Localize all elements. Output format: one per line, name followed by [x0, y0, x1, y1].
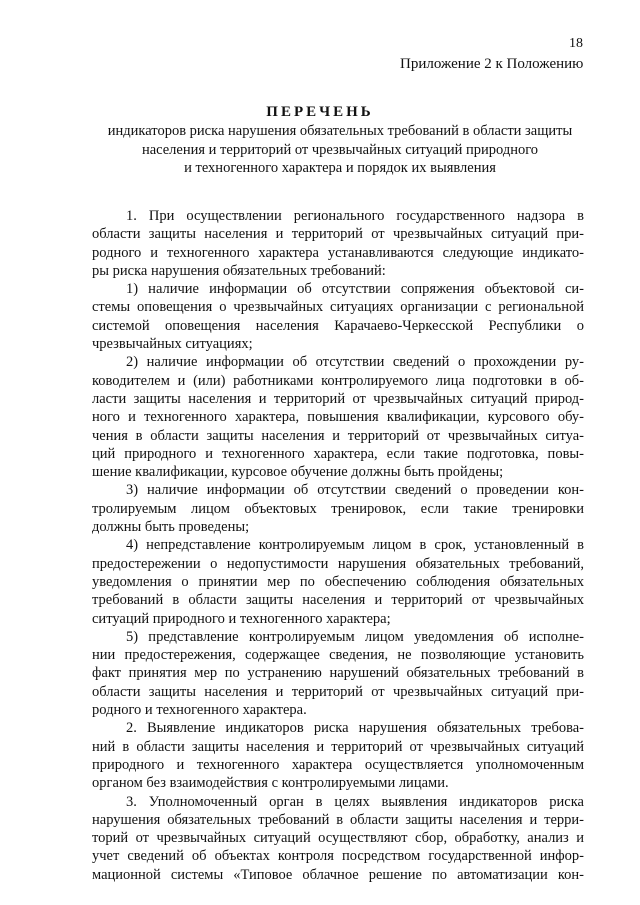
appendix-label: Приложение 2 к Положению [400, 56, 584, 72]
body-line: торий от чрезвычайных ситуаций осуществляют сбор, обработку, анализ и [92, 830, 584, 847]
body-line: чения в области защиты населения и территорий от чрезвычайных ситуа- [92, 427, 584, 444]
body-line: природного и техногенного характера осуществляется уполномоченным [92, 756, 584, 773]
body-line: факт принятия мер по устранению нарушений обязательных требований в [92, 665, 584, 682]
body-line: должны быть проведены; [92, 519, 250, 536]
body-line: ры риска нарушения обязательных требований: [92, 262, 386, 279]
body-line: 2) наличие информации об отсутствии сведений о прохождении ру- [126, 354, 584, 371]
body-line: органом без взаимодействия с контролируемыми лицами. [92, 775, 449, 792]
body-line: родного и техногенного характера устанавливаются следующие индикато- [92, 244, 584, 261]
body-line: области защиты населения и территорий от чрезвычайных ситуаций при- [92, 226, 584, 243]
body-line: уведомления о принятии мер по обеспечению соблюдения обязательных [92, 573, 584, 590]
subtitle-line: населения и территорий от чрезвычайных ситуаций природного [141, 141, 539, 158]
body-line: ций природного и техногенного характера, если такие подготовка, повы- [92, 445, 584, 462]
body-line: 3. Уполномоченный орган в целях выявления индикаторов риска [126, 793, 584, 810]
body-line: 1. При осуществлении регионального государственного надзора в [126, 208, 584, 224]
body-line: родного и техногенного характера. [92, 702, 307, 719]
body-line: ний в области защиты населения и территорий от чрезвычайных ситуаций [92, 738, 584, 755]
body-line: чрезвычайных ситуациях; [92, 336, 253, 353]
body-line: ководителем и (или) работниками контролируемого лица подготовки в об- [92, 372, 584, 389]
page-number: 18 [569, 36, 583, 51]
document-title: ПЕРЕЧЕНЬ [266, 104, 374, 120]
body-line: нии предостережения, содержащее сведения, не позволяющие установить [92, 647, 584, 664]
body-line: учет сведений об объектах контроля посредством государственной инфор- [92, 848, 584, 865]
body-line: ситуаций природного и техногенного характера; [92, 610, 391, 627]
document-body [92, 207, 584, 884]
body-line: требований в области защиты населения и территорий от чрезвычайных [92, 592, 584, 609]
body-line: ласти защиты населения и территорий от чрезвычайных ситуаций природ- [92, 390, 584, 407]
body-line: 4) непредставление контролируемым лицом в срок, установленный в [126, 537, 584, 554]
body-line: ного и техногенного характера, повышения квалификации, курсового обу- [92, 409, 584, 426]
subtitle-line: и техногенного характера и порядок их выявления [184, 160, 496, 176]
subtitle-line: индикаторов риска нарушения обязательных требований в области защиты [107, 123, 573, 139]
body-line: 2. Выявление индикаторов риска нарушения обязательных требова- [126, 720, 584, 737]
body-line: стемы оповещения о чрезвычайных ситуациях организации с региональной [92, 299, 584, 316]
body-line: 3) наличие информации об отсутствии сведений о проведении кон- [126, 482, 584, 499]
body-line: нарушения обязательных требований в области защиты населения и терри- [92, 811, 584, 828]
body-line: 5) представление контролируемым лицом уведомления об исполне- [126, 628, 584, 645]
body-line: области защиты населения и территорий от чрезвычайных ситуаций при- [92, 683, 584, 700]
body-line: 1) наличие информации об отсутствии сопряжения объектовой си- [126, 281, 584, 298]
body-line: шение квалификации, курсовое обучение должны быть пройдены; [92, 464, 504, 481]
body-line: мационной системы «Типовое облачное решение по автоматизации кон- [92, 866, 584, 883]
document-subtitle [80, 122, 600, 178]
body-line: системой оповещения населения Карачаево-Черкесской Республики о [92, 317, 584, 334]
body-line: тролируемым лицом объектовых тренировок, если такие тренировки [92, 500, 584, 517]
body-line: предостережении о недопустимости нарушения обязательных требований, [92, 555, 584, 572]
